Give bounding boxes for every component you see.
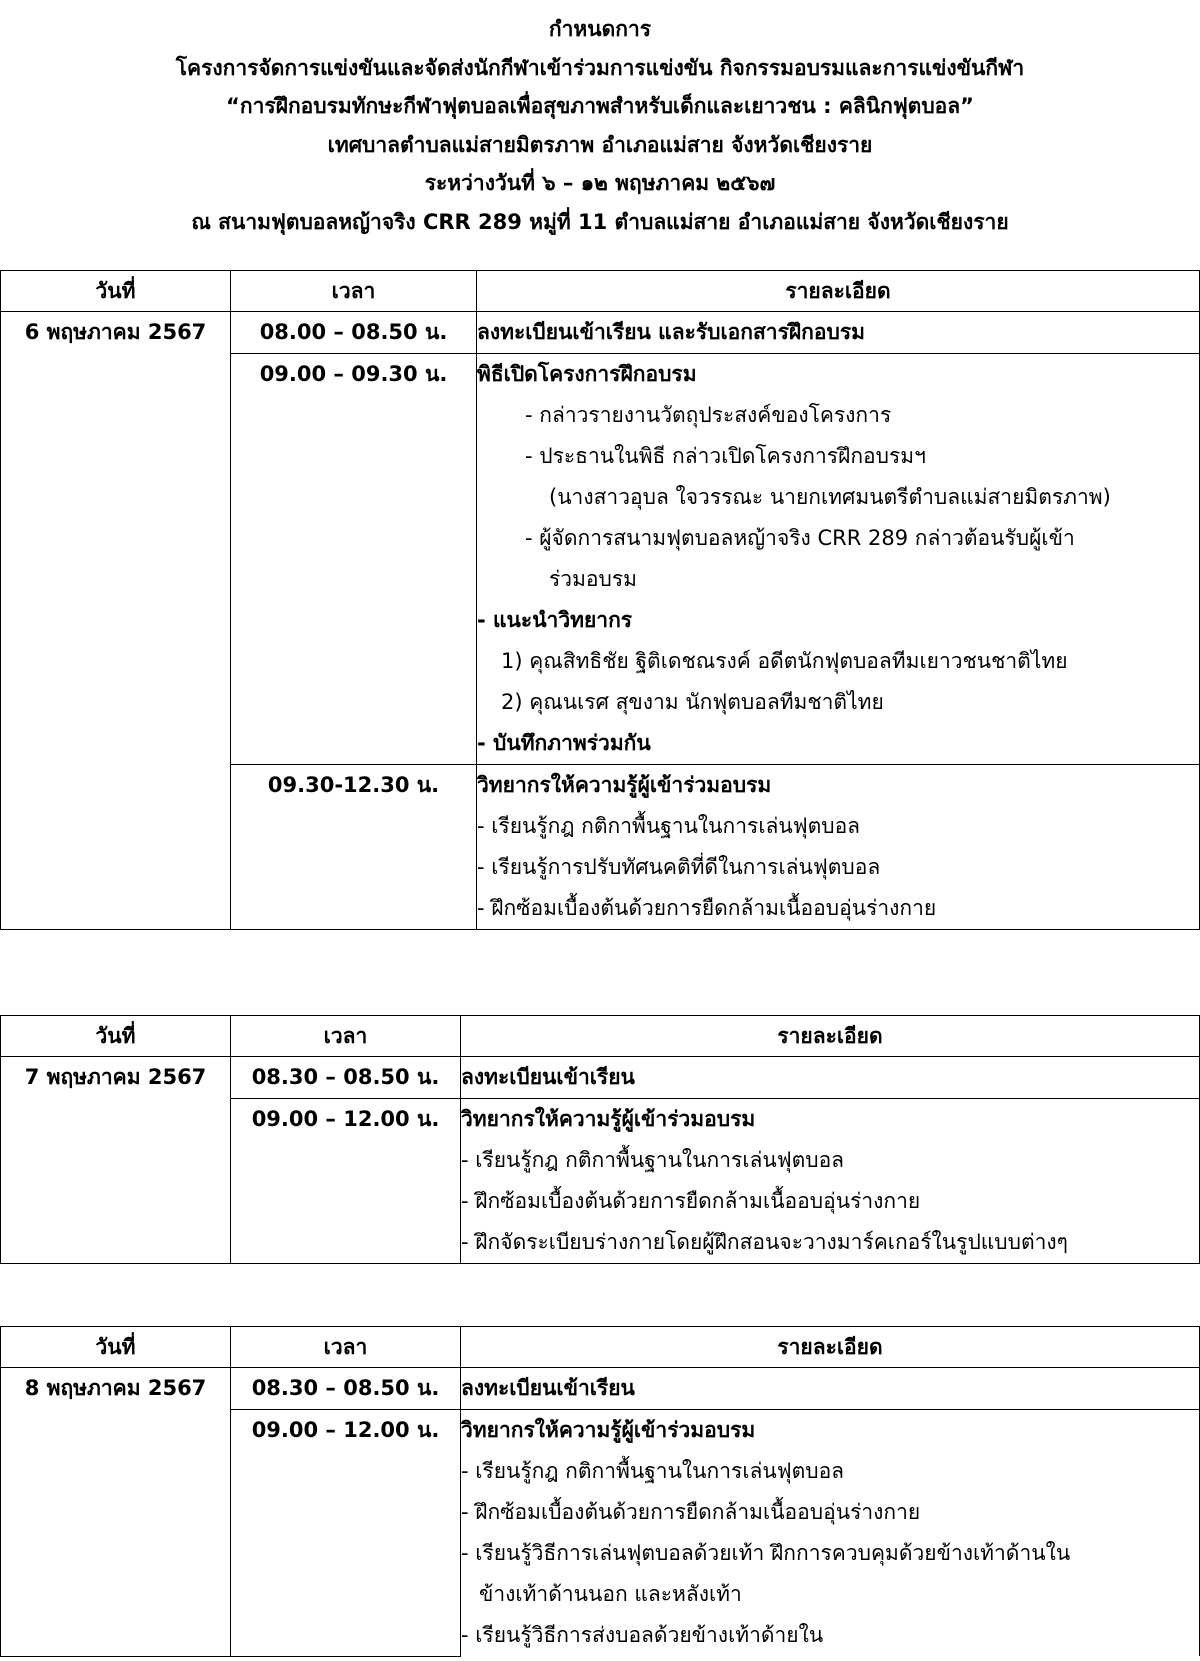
activity-title: วิทยากรให้ความรู้ผู้เข้าร่วมอบรม — [461, 1418, 756, 1442]
list-item-continuation: ข้างเท้าด้านนอก และหลังเท้า — [479, 1582, 742, 1606]
activity-title: ลงทะเบียนเข้าเรียน — [461, 1376, 635, 1400]
header-activity-name: “การฝึกอบรมทักษะกีฬาฟุตบอลเพื่อสุขภาพสำหรับเด็กและเยาวชน : คลินิกฟุตบอล” — [226, 94, 974, 119]
list-item: - บันทึกภาพร่วมกัน — [477, 731, 651, 755]
table-header-row — [1, 271, 1200, 312]
table-row — [1, 1057, 1200, 1099]
detail-cell — [461, 1099, 1200, 1264]
column-header-date: วันที่ — [1, 271, 231, 312]
list-item: - เรียนรู้กฎ กติกาพื้นฐานในการเล่นฟุตบอล — [461, 1459, 845, 1483]
table-row — [1, 1368, 1200, 1410]
detail-cell — [477, 765, 1200, 930]
activity-title: วิทยากรให้ความรู้ผู้เข้าร่วมอบรม — [461, 1107, 756, 1131]
list-item: - ฝึกซ้อมเบื้องต้นด้วยการยืดกล้ามเนื้ออบอุ่นร่างกาย — [477, 896, 937, 920]
list-item: - ผู้จัดการสนามฟุตบอลหญ้าจริง CRR 289 กล่าวต้อนรับผู้เข้า — [525, 526, 1075, 550]
list-item: - เรียนรู้กฎ กติกาพื้นฐานในการเล่นฟุตบอล — [477, 814, 861, 838]
detail-cell — [477, 312, 1200, 354]
activity-title: ลงทะเบียนเข้าเรียน — [461, 1065, 635, 1089]
time-cell: 09.30-12.30 น. — [231, 765, 477, 930]
list-item: - ฝึกซ้อมเบื้องต้นด้วยการยืดกล้ามเนื้ออบอุ่นร่างกาย — [461, 1500, 921, 1524]
time-cell: 09.00 – 12.00 น. — [231, 1410, 461, 1657]
list-item: - เรียนรู้กฎ กติกาพื้นฐานในการเล่นฟุตบอล — [461, 1148, 845, 1172]
detail-cell — [461, 1057, 1200, 1099]
column-header-time: เวลา — [231, 1016, 461, 1057]
column-header-time: เวลา — [231, 271, 477, 312]
column-header-detail: รายละเอียด — [477, 271, 1200, 312]
header-date-range: ระหว่างวันที่ ๖ – ๑๒ พฤษภาคม ๒๕๖๗ — [424, 171, 776, 196]
column-header-detail: รายละเอียด — [461, 1327, 1200, 1368]
list-item: - เรียนรู้การปรับทัศนคติที่ดีในการเล่นฟุตบอล — [477, 855, 881, 879]
list-item: - เรียนรู้วิธีการเล่นฟุตบอลด้วยเท้า ฝึกการควบคุมด้วยข้างเท้าด้านใน — [461, 1541, 1071, 1565]
list-item-continuation: ร่วมอบรม — [549, 567, 637, 591]
column-header-detail: รายละเอียด — [461, 1016, 1200, 1057]
table-header-row — [1, 1327, 1200, 1368]
list-item: - เรียนรู้วิธีการส่งบอลด้วยข้างเท้าด้ายใน — [461, 1623, 824, 1647]
time-cell: 08.00 – 08.50 น. — [231, 312, 477, 354]
time-cell: 09.00 – 09.30 น. — [231, 354, 477, 765]
schedule-table-day2 — [0, 1015, 1200, 1264]
column-header-time: เวลา — [231, 1327, 461, 1368]
speaker-item: 1) คุณสิทธิชัย ฐิติเดชณรงค์ อดีตนักฟุตบอลทีมเยาวชนชาติไทย — [501, 649, 1068, 673]
detail-cell — [461, 1410, 1200, 1657]
header-project-name: โครงการจัดการแข่งขันและจัดส่งนักกีฬาเข้าร่วมการแข่งขัน กิจกรรมอบรมและการแข่งขันกีฬา — [175, 55, 1025, 80]
detail-cell — [477, 354, 1200, 765]
time-cell: 09.00 – 12.00 น. — [231, 1099, 461, 1264]
header-title: กำหนดการ — [548, 17, 652, 41]
schedule-table-day3 — [0, 1326, 1200, 1657]
list-item: - แนะนำวิทยากร — [477, 608, 633, 632]
document-header — [0, 10, 1200, 242]
list-item: - ฝึกจัดระเบียบร่างกายโดยผู้ฝึกสอนจะวางมาร์คเกอร์ในรูปแบบต่างๆ — [461, 1230, 1068, 1254]
table-row — [1, 312, 1200, 354]
table-header-row — [1, 1016, 1200, 1057]
time-cell: 08.30 – 08.50 น. — [231, 1368, 461, 1410]
header-venue: ณ สนามฟุตบอลหญ้าจริง CRR 289 หมู่ที่ 11 ตำบลแม่สาย อำเภอแม่สาย จังหวัดเชียงราย — [191, 209, 1009, 234]
date-cell: 6 พฤษภาคม 2567 — [1, 312, 231, 930]
activity-title: ลงทะเบียนเข้าเรียน และรับเอกสารฝึกอบรม — [477, 320, 865, 344]
speaker-item: 2) คุณนเรศ สุขงาม นักฟุตบอลทีมชาติไทย — [501, 690, 884, 714]
time-cell: 08.30 – 08.50 น. — [231, 1057, 461, 1099]
date-cell: 8 พฤษภาคม 2567 — [1, 1368, 231, 1657]
list-item-note: (นางสาวอุบล ใจวรรณะ นายกเทศมนตรีตำบลแม่สายมิตรภาพ) — [549, 485, 1111, 509]
list-item: - กล่าวรายงานวัตถุประสงค์ของโครงการ — [525, 403, 892, 427]
activity-title: พิธีเปิดโครงการฝึกอบรม — [477, 362, 697, 386]
header-organizer: เทศบาลตำบลแม่สายมิตรภาพ อำเภอแม่สาย จังหวัดเชียงราย — [327, 132, 873, 157]
column-header-date: วันที่ — [1, 1016, 231, 1057]
list-item: - ประธานในพิธี กล่าวเปิดโครงการฝึกอบรมฯ — [525, 444, 926, 468]
activity-title: วิทยากรให้ความรู้ผู้เข้าร่วมอบรม — [477, 773, 772, 797]
detail-cell — [461, 1368, 1200, 1410]
column-header-date: วันที่ — [1, 1327, 231, 1368]
schedule-table-day1 — [0, 270, 1200, 930]
list-item: - ฝึกซ้อมเบื้องต้นด้วยการยืดกล้ามเนื้ออบอุ่นร่างกาย — [461, 1189, 921, 1213]
date-cell: 7 พฤษภาคม 2567 — [1, 1057, 231, 1264]
